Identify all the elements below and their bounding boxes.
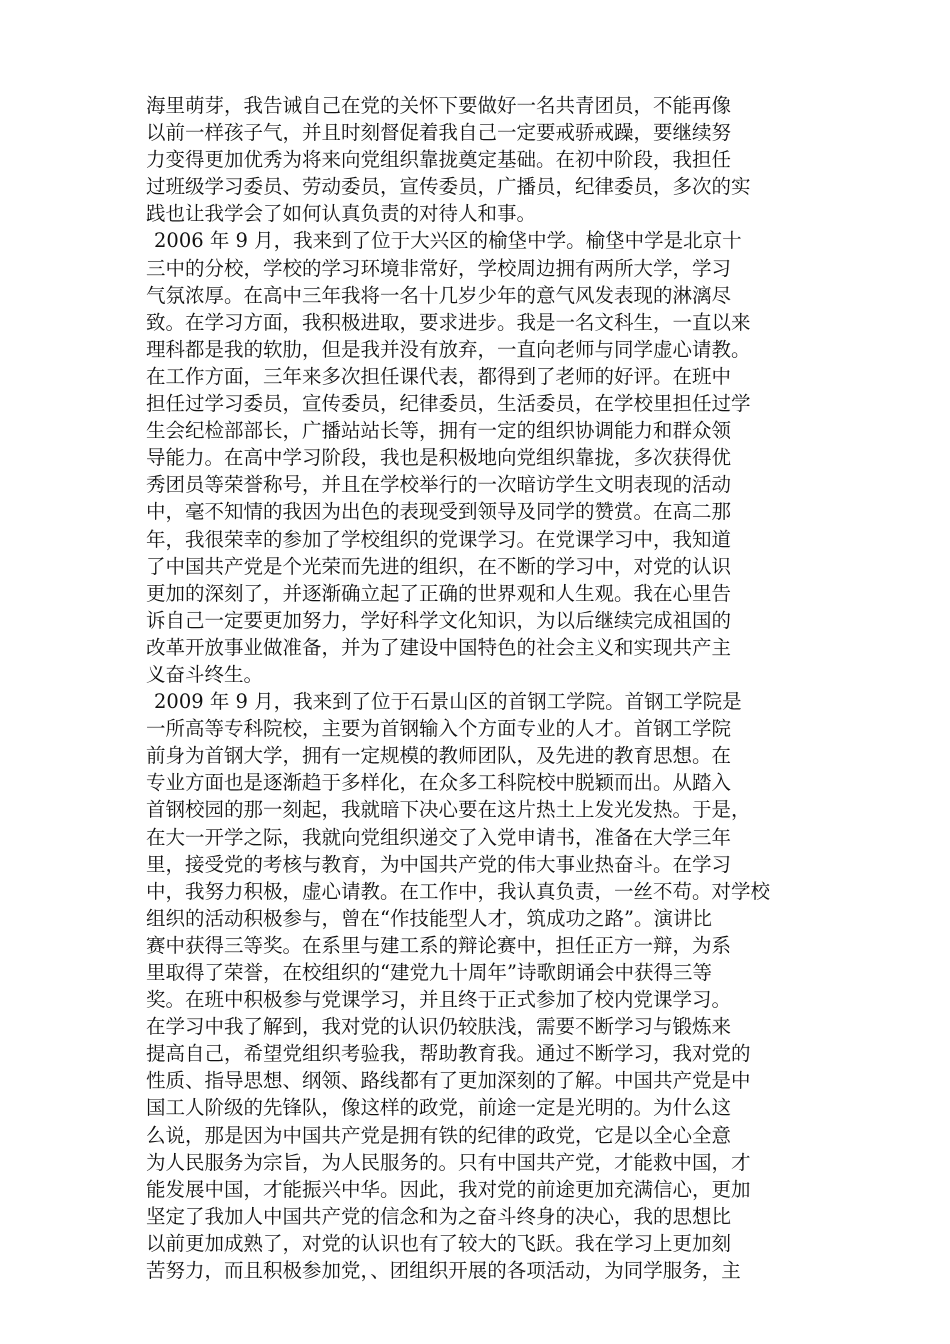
text-line: 在大一开学之际，我就向党组织递交了入党申请书，准备在大学三年 (146, 825, 732, 849)
text-line: 理科都是我的软肋，但是我并没有放弃，一直向老师与同学虚心请教。 (146, 337, 751, 361)
text-line: 一所高等专科院校，主要为首钢输入个方面专业的人才。首钢工学院 (146, 717, 732, 741)
text-line: 海里萌芽，我告诫自己在党的关怀下要做好一名共青团员，不能再像 (146, 94, 732, 117)
text-line: 前身为首钢大学，拥有一定规模的教师团队，及先进的教育思想。在 (146, 744, 732, 768)
text-line: 在工作方面，三年来多次担任课代表，都得到了老师的好评。在班中 (146, 364, 732, 388)
text-line: 力变得更加优秀为将来向党组织靠拢奠定基础。在初中阶段，我担任 (146, 148, 732, 172)
text-line: 生会纪检部部长，广播站站长等，拥有一定的组织协调能力和群众领 (146, 419, 732, 443)
text-line: 在学习中我了解到，我对党的认识仍较肤浅，需要不断学习与锻炼来 (146, 1015, 732, 1039)
paragraph-start-line: 2006 年 9 月，我来到了位于大兴区的榆垡中学。榆垡中学是北京十 (154, 229, 742, 253)
text-line: 三中的分校，学校的学习环境非常好，学校周边拥有两所大学，学习 (146, 256, 732, 280)
text-line: 中，毫不知情的我因为出色的表现受到领导及同学的赞赏。在高二那 (146, 500, 732, 524)
text-line: 年，我很荣幸的参加了学校组织的党课学习。在党课学习中，我知道 (146, 527, 732, 551)
text-line: 苦努力，而且积极参加党，、团组织开展的各项活动，为同学服务，主 (146, 1259, 741, 1283)
text-line: 更加的深刻了，并逐渐确立起了正确的世界观和人生观。我在心里告 (146, 581, 732, 605)
text-line: 首钢校园的那一刻起，我就暗下决心要在这片热土上发光发热。于是， (146, 798, 751, 822)
text-line: 致。在学习方面，我积极进取，要求进步。我是一名文科生，一直以来 (146, 310, 751, 334)
text-line: 过班级学习委员、劳动委员，宣传委员，广播员，纪律委员，多次的实 (146, 175, 751, 199)
text-line: 坚定了我加人中国共产党的信念和为之奋斗终身的决心，我的思想比 (146, 1204, 732, 1228)
text-line: 赛中获得三等奖。在系里与建工系的辩论赛中，担任正方一辩，为系 (146, 933, 732, 957)
text-line: 专业方面也是逐渐趋于多样化，在众多工科院校中脱颖而出。从踏入 (146, 771, 732, 795)
text-line: 么说，那是因为中国共产党是拥有铁的纪律的政党，它是以全心全意 (146, 1123, 732, 1147)
text-line: 诉自己一定要更加努力，学好科学文化知识，为以后继续完成祖国的 (146, 608, 732, 632)
text-line: 里取得了荣誉，在校组织的“建党九十周年”诗歌朗诵会中获得三等 (146, 961, 712, 984)
text-line: 提高自己，希望党组织考验我，帮助教育我。通过不断学习，我对党的 (146, 1042, 751, 1066)
text-line: 组织的活动积极参与，曾在“作技能型人才，筑成功之路”。演讲比 (146, 906, 712, 930)
text-line: 改革开放事业做准备，并为了建设中国特色的社会主义和实现共产主 (146, 635, 732, 659)
text-line: 了中国共产党是个光荣而先进的组织，在不断的学习中，对党的认识 (146, 554, 732, 578)
text-line: 奖。在班中积极参与党课学习，并且终于正式参加了校内党课学习。 (146, 988, 732, 1012)
text-line: 以前一样孩子气，并且时刻督促着我自己一定要戒骄戒躁，要继续努 (146, 121, 732, 145)
text-line: 导能力。在高中学习阶段，我也是积极地向党组织靠拢，多次获得优 (146, 446, 732, 470)
text-line: 里，接受党的考核与教育，为中国共产党的伟大事业热奋斗。在学习 (146, 852, 732, 876)
text-line: 能发展中国，才能振兴中华。因此，我对党的前途更加充满信心，更加 (146, 1177, 751, 1201)
document-body (146, 92, 816, 1284)
text-line: 为人民服务为宗旨，为人民服务的。只有中国共产党，才能救中国，才 (146, 1150, 751, 1174)
text-line: 担任过学习委员，宣传委员，纪律委员，生活委员，在学校里担任过学 (146, 392, 751, 416)
text-line: 义奋斗终生。 (146, 662, 264, 686)
text-line: 践也让我学会了如何认真负责的对待人和事。 (146, 202, 537, 226)
text-line: 中，我努力积极，虚心请教。在工作中，我认真负责，一丝不苟。对学校 (146, 879, 771, 903)
text-line: 以前更加成熟了，对党的认识也有了较大的飞跃。我在学习上更加刻 (146, 1231, 732, 1255)
text-line: 国工人阶级的先锋队，像这样的政党，前途一定是光明的。为什么这 (146, 1096, 732, 1120)
text-line: 性质、指导思想、纲领、路线都有了更加深刻的了解。中国共产党是中 (146, 1069, 751, 1093)
text-line: 气氛浓厚。在高中三年我将一名十几岁少年的意气风发表现的淋漓尽 (146, 283, 732, 307)
paragraph-start-line: 2009 年 9 月，我来到了位于石景山区的首钢工学院。首钢工学院是 (154, 690, 742, 714)
text-line: 秀团员等荣誉称号，并且在学校举行的一次暗访学生文明表现的活动 (146, 473, 732, 497)
